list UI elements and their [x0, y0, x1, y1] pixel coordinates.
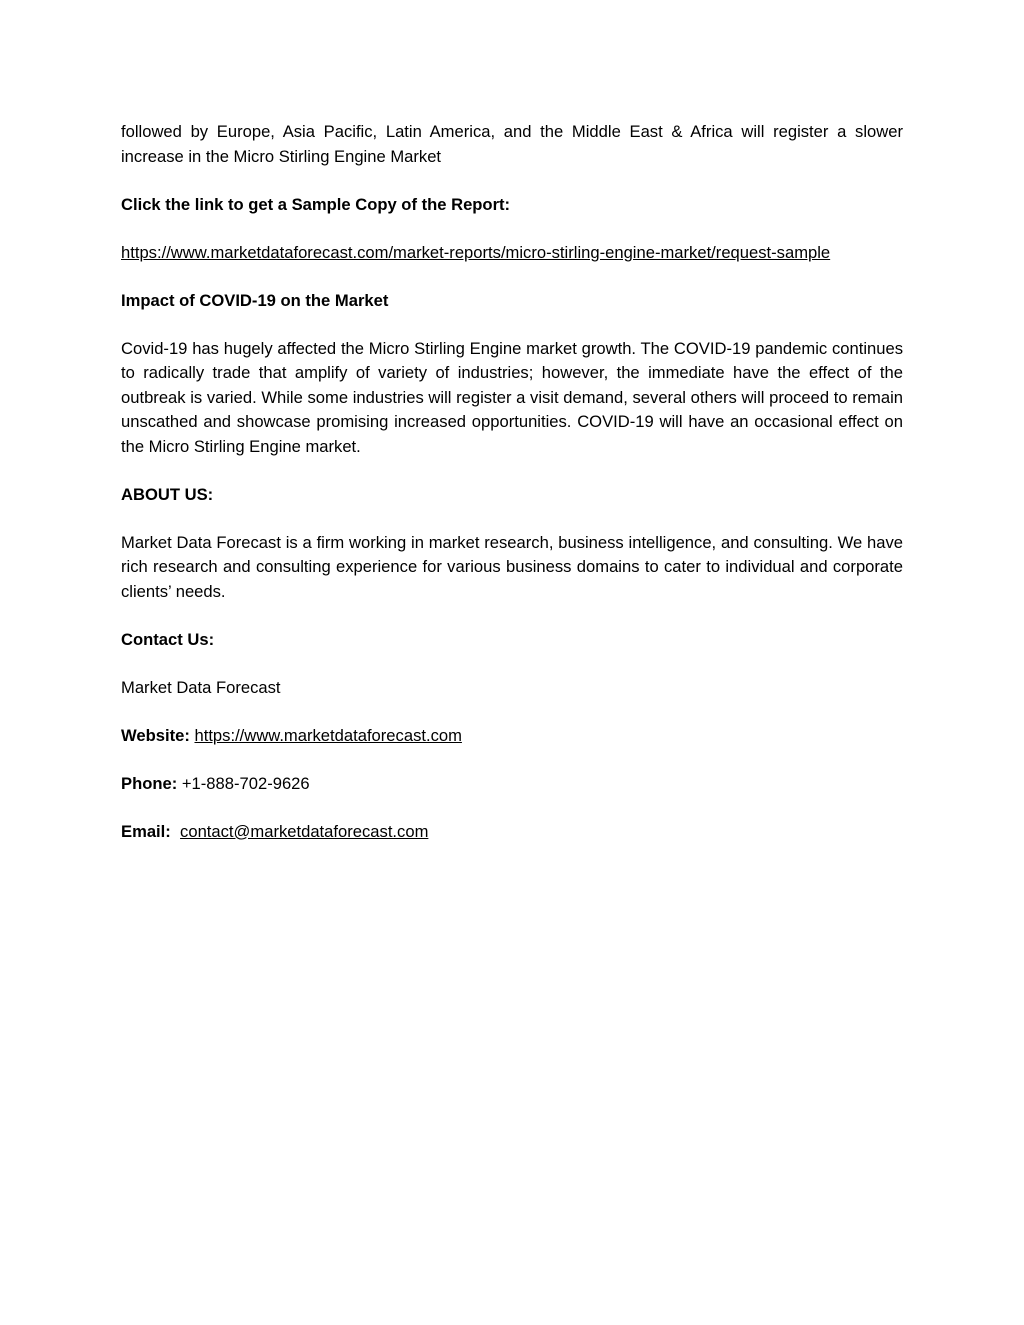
contact-heading: Contact Us: — [121, 629, 215, 649]
about-heading: ABOUT US: — [121, 484, 214, 504]
covid-paragraph: Covid-19 has hugely affected the Micro Stirling Engine market growth. The COVID-19 pandemic continues to radically trade that amplify of variety of industries; however, the immediate have the effect of the outbreak is varied. While some industries will register a visit demand, several others will proceed to remain unscathed and showcase promising increased opportunities. COVID-19 will have an occasional effect on the Micro Stirling Engine market. — [121, 338, 903, 456]
document-page — [121, 120, 903, 868]
phone-label: Phone: — [121, 773, 178, 793]
contact-phone — [121, 772, 903, 797]
covid-heading: Impact of COVID-19 on the Market — [121, 290, 389, 310]
sample-link-paragraph — [121, 241, 903, 266]
contact-company: Market Data Forecast — [121, 677, 281, 697]
about-paragraph: Market Data Forecast is a firm working in market research, business intelligence, and consulting. We have rich research and consulting experience for various business domains to cater to individual and corporate clients’ needs. — [121, 532, 903, 601]
intro-paragraph: followed by Europe, Asia Pacific, Latin America, and the Middle East & Africa will register a slower increase in the Micro Stirling Engine Market — [121, 122, 903, 166]
email-label: Email: — [121, 821, 171, 841]
email-link[interactable]: contact@marketdataforecast.com — [180, 821, 429, 841]
contact-website — [121, 724, 903, 749]
sample-heading: Click the link to get a Sample Copy of the Report: — [121, 194, 511, 214]
website-link[interactable]: https://www.marketdataforecast.com — [194, 725, 462, 745]
sample-link[interactable]: https://www.marketdataforecast.com/market-reports/micro-stirling-engine-market/request-sample — [121, 242, 831, 262]
contact-email — [121, 820, 903, 845]
website-label: Website: — [121, 725, 190, 745]
phone-value: +1-888-702-9626 — [181, 773, 310, 793]
